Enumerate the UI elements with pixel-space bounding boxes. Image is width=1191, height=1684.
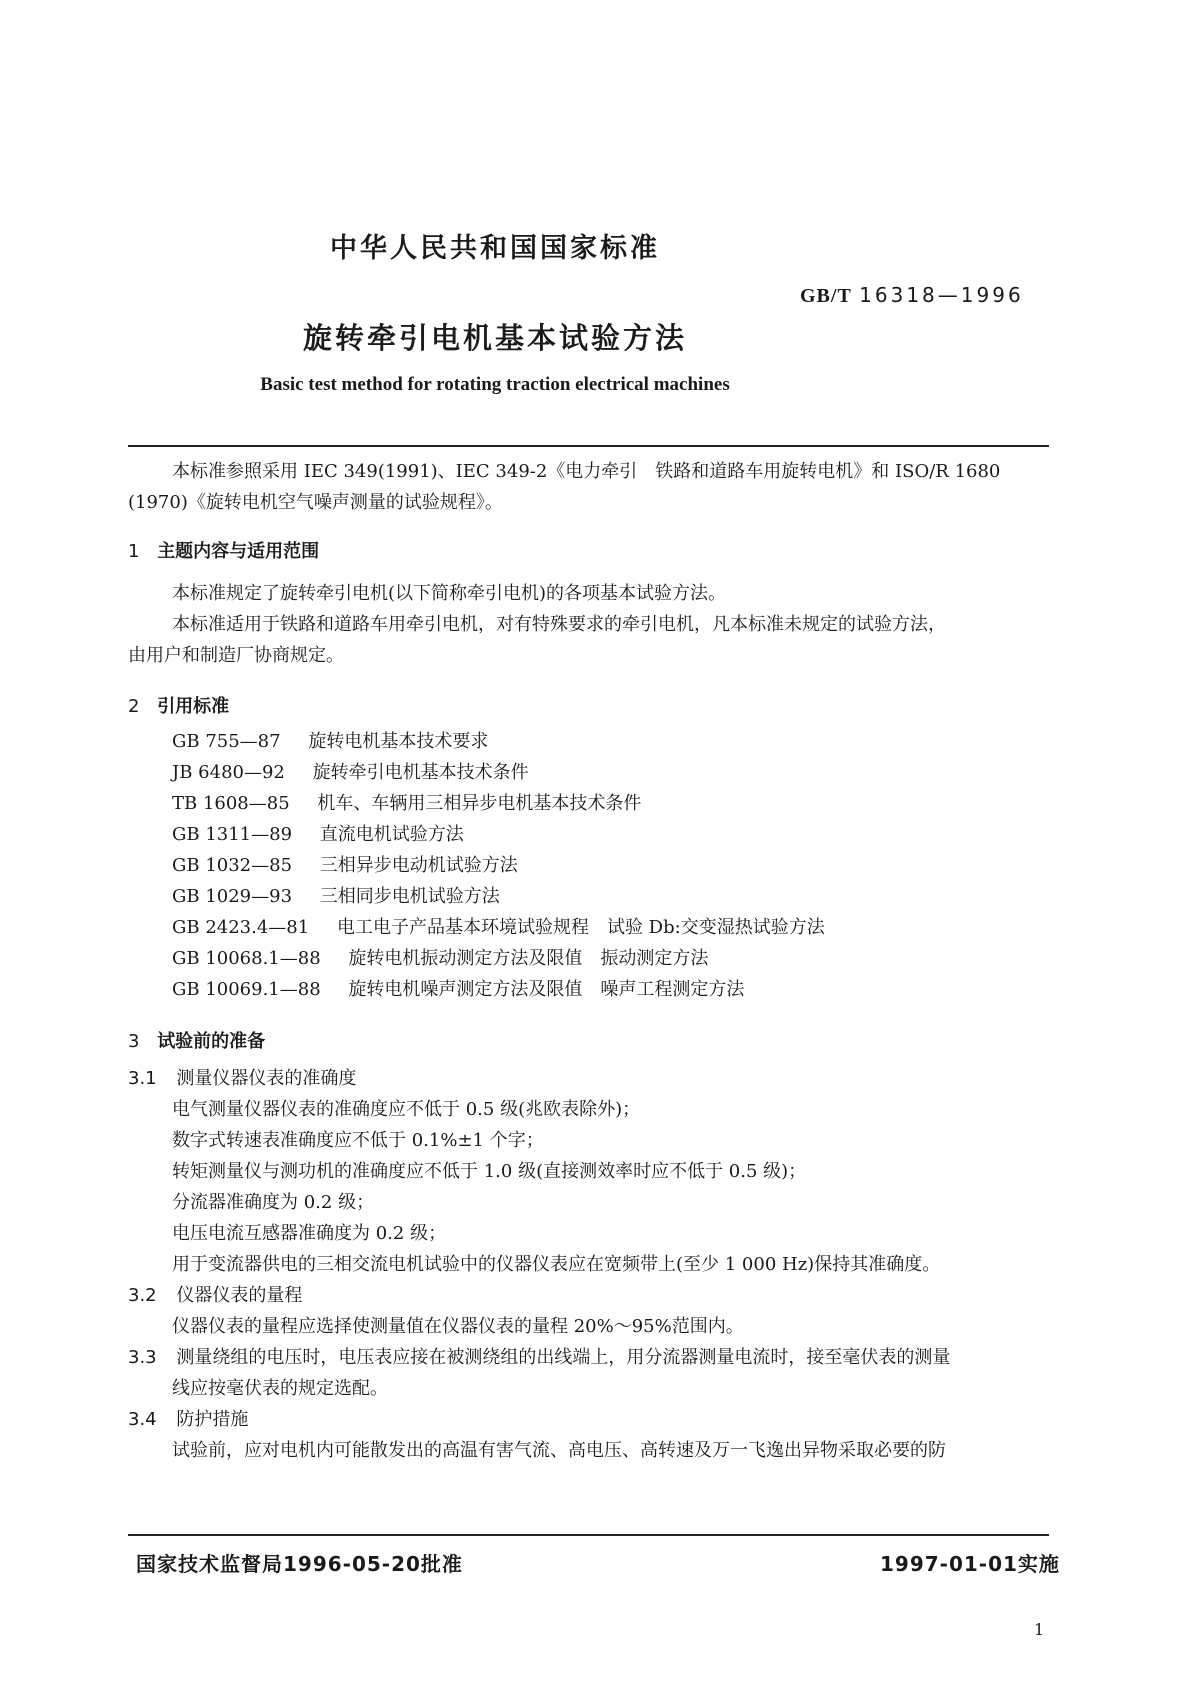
reference-code: TB 1608—85 (172, 793, 290, 814)
reference-title: 旋转电机噪声测定方法及限值 噪声工程测定方法 (348, 979, 745, 1000)
reference-code: GB 755—87 (172, 731, 281, 752)
reference-item (172, 913, 825, 939)
clause-3-1-heading (128, 1063, 356, 1094)
reference-code: JB 6480—92 (172, 762, 285, 783)
clause-3-4-heading (128, 1404, 248, 1435)
clause-3-3-number: 3.3 (128, 1347, 157, 1368)
reference-code: GB 1032—85 (172, 855, 293, 876)
section-1-title: 主题内容与适用范围 (157, 541, 320, 562)
reference-code: GB 1029—93 (172, 886, 293, 907)
reference-item (172, 944, 708, 970)
intro-line-2: (1970)《旋转电机空气噪声测量的试验规程》。 (128, 492, 503, 513)
clause-3-4-title: 防护措施 (176, 1409, 249, 1430)
section-3-heading (128, 1027, 265, 1053)
clause-3-2-number: 3.2 (128, 1285, 157, 1306)
standard-code-prefix: GB/T (800, 285, 852, 307)
header-divider (128, 445, 1049, 447)
reference-title: 电工电子产品基本环境试验规程 试验 Db:交变湿热试验方法 (336, 917, 825, 938)
approval-date: 国家技术监督局1996-05-20批准 (136, 1552, 463, 1576)
reference-title: 直流电机试验方法 (319, 824, 464, 845)
clause-3-2-title: 仪器仪表的量程 (176, 1285, 303, 1306)
reference-item (172, 820, 464, 846)
section-1-paragraph-2-line-1: 本标准适用于铁路和道路车用牵引电机，对有特殊要求的牵引电机，凡本标准未规定的试验方法， (172, 614, 946, 635)
implementation-date: 1997-01-01实施 (880, 1552, 1060, 1576)
document-title-cn: 旋转牵引电机基本试验方法 (302, 321, 687, 355)
section-2-heading (128, 692, 229, 718)
clause-3-4-text: 试验前，应对电机内可能散发出的高温有害气流、高电压、高转速及万一飞逸出异物采取必要的防 (172, 1440, 946, 1461)
national-standard-heading: 中华人民共和国国家标准 (330, 233, 660, 264)
standard-code-number: 16318—1996 (859, 283, 1024, 307)
reference-item (172, 727, 488, 753)
reference-code: GB 2423.4—81 (172, 917, 310, 938)
reference-title: 三相异步电动机试验方法 (319, 855, 518, 876)
reference-item (172, 789, 641, 815)
reference-item (172, 882, 500, 908)
section-1-number: 1 (128, 541, 140, 562)
page-number: 1 (1034, 1620, 1045, 1639)
clause-3-1-line: 数字式转速表准确度应不低于 0.1%±1 个字； (172, 1130, 544, 1151)
clause-3-3-line-1 (128, 1342, 950, 1373)
clause-3-1-line: 电气测量仪器仪表的准确度应不低于 0.5 级(兆欧表除外)； (172, 1099, 641, 1120)
reference-code: GB 10069.1—88 (172, 979, 321, 1000)
clause-3-4-number: 3.4 (128, 1409, 157, 1430)
clause-3-1-line: 转矩测量仪与测功机的准确度应不低于 1.0 级(直接测效率时应不低于 0.5 级)； (172, 1161, 807, 1182)
clause-3-3-line-2: 线应按毫伏表的规定选配。 (172, 1378, 388, 1399)
clause-3-2-heading (128, 1280, 302, 1311)
reference-title: 三相同步电机试验方法 (319, 886, 500, 907)
standard-code (800, 283, 1024, 308)
section-2-number: 2 (128, 696, 140, 717)
section-2-title: 引用标准 (157, 696, 230, 717)
section-3-title: 试验前的准备 (157, 1031, 266, 1052)
reference-item (172, 975, 744, 1001)
section-1-heading (128, 537, 319, 563)
clause-3-1-title: 测量仪器仪表的准确度 (176, 1068, 357, 1089)
reference-code: GB 1311—89 (172, 824, 293, 845)
footer-divider (128, 1534, 1049, 1536)
clause-3-1-line: 分流器准确度为 0.2 级； (172, 1192, 375, 1213)
reference-item (172, 758, 529, 784)
intro-line-1: 本标准参照采用 IEC 349(1991)、IEC 349-2《电力牵引 铁路和道路车用旋转电机》和 ISO/R 1680 (172, 461, 1001, 482)
clause-3-1-line: 用于变流器供电的三相交流电机试验中的仪器仪表应在宽频带上(至少 1 000 Hz)保持其准确度。 (172, 1254, 941, 1275)
clause-3-2-text: 仪器仪表的量程应选择使测量值在仪器仪表的量程 20%～95%范围内。 (172, 1316, 744, 1337)
reference-title: 旋转牵引电机基本技术条件 (312, 762, 529, 783)
section-3-number: 3 (128, 1031, 140, 1052)
clause-3-1-number: 3.1 (128, 1068, 157, 1089)
reference-item (172, 851, 518, 877)
clause-3-3-text: 测量绕组的电压时，电压表应接在被测绕组的出线端上，用分流器测量电流时，接至毫伏表的测量 (176, 1347, 951, 1368)
reference-title: 旋转电机基本技术要求 (308, 731, 489, 752)
reference-title: 旋转电机振动测定方法及限值 振动测定方法 (348, 948, 709, 969)
section-1-paragraph-2-line-2: 由用户和制造厂协商规定。 (128, 645, 344, 666)
document-title-en: Basic test method for rotating traction electrical machines (260, 374, 730, 395)
clause-3-1-line: 电压电流互感器准确度为 0.2 级； (172, 1223, 447, 1244)
reference-code: GB 10068.1—88 (172, 948, 321, 969)
reference-title: 机车、车辆用三相异步电机基本技术条件 (317, 793, 642, 814)
section-1-paragraph-1: 本标准规定了旋转牵引电机(以下简称牵引电机)的各项基本试验方法。 (172, 583, 727, 604)
